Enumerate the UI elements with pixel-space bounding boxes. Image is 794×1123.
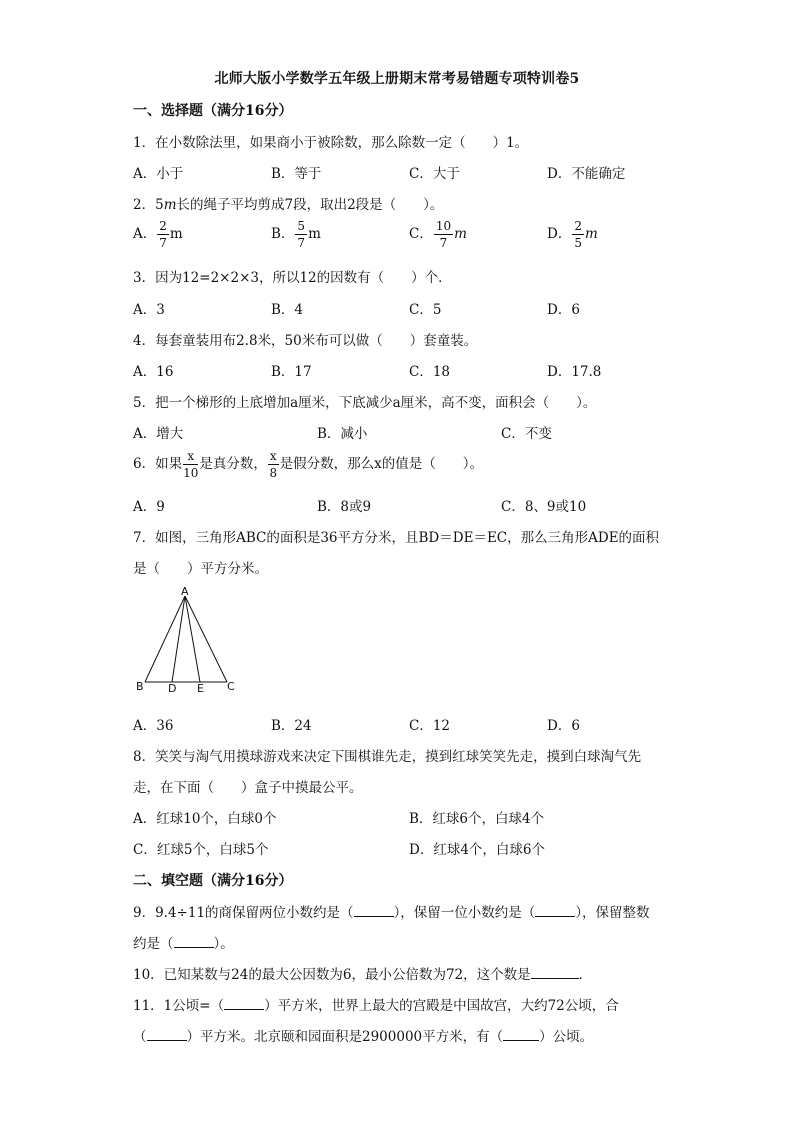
unit: m bbox=[454, 226, 467, 242]
question-7-options bbox=[133, 714, 693, 738]
option-a bbox=[133, 220, 183, 249]
option-b: B．减小 bbox=[317, 426, 368, 442]
q11-text-4: ）平方米。北京颐和园面积是2900000平方米，有（ bbox=[186, 1029, 504, 1045]
question-4-options bbox=[133, 360, 693, 384]
question-8-stem-line1: 8．笑笑与淘气用摸球游戏来决定下围棋谁先走，摸到红球笑笑先走，摸到白球淘气先 bbox=[133, 749, 642, 765]
q11-text-2: ）平方米，世界上最大的宫殿是中国故宫，大约72公顷，合 bbox=[264, 998, 619, 1014]
fraction-x-over-10 bbox=[183, 450, 198, 479]
fraction bbox=[295, 220, 307, 249]
option-b bbox=[271, 220, 321, 249]
question-11-line1 bbox=[133, 994, 619, 1014]
unit: m bbox=[169, 226, 183, 242]
option-d: D．6 bbox=[547, 718, 580, 734]
label-c: C bbox=[227, 680, 235, 693]
q11-text-5: ）公顷。 bbox=[539, 1029, 594, 1045]
question-3-stem: 3．因为12=2×2×3，所以12的因数有（ ）个． bbox=[133, 270, 452, 286]
page-title: 北师大版小学数学五年级上册期末常考易错题专项特训卷5 bbox=[214, 71, 580, 87]
option-label: B． bbox=[271, 226, 295, 242]
question-1-stem: 1．在小数除法里，如果商小于被除数，那么除数一定（ ）1。 bbox=[133, 135, 529, 151]
fraction-denominator: 7 bbox=[297, 236, 306, 250]
answer-blank[interactable] bbox=[503, 1040, 539, 1041]
fraction-numerator: 2 bbox=[159, 219, 167, 233]
option-c: C．不变 bbox=[501, 426, 552, 442]
option-a: A．3 bbox=[133, 302, 165, 318]
question-8-stem-line2: 走，在下面（ ）盒子中摸最公平。 bbox=[133, 780, 363, 796]
q2-rest: 长的绳子平均剪成7段，取出2段是（ ）。 bbox=[176, 197, 444, 213]
option-a: A．36 bbox=[133, 718, 174, 734]
q9-text-2: ），保留一位小数约是（ bbox=[393, 905, 536, 921]
question-1-options bbox=[133, 162, 693, 186]
q6-prefix: 6．如果 bbox=[133, 456, 183, 472]
option-b: B．24 bbox=[271, 718, 312, 734]
question-2-options bbox=[133, 218, 693, 254]
answer-blank[interactable] bbox=[535, 916, 575, 917]
question-5-options bbox=[133, 422, 693, 446]
section-heading-fill: 二、填空题（满分16分） bbox=[133, 873, 293, 889]
fraction-denominator: 7 bbox=[159, 236, 167, 250]
q9-text-4: 约是（ bbox=[133, 936, 174, 952]
option-d: D．不能确定 bbox=[547, 166, 626, 182]
question-6-options bbox=[133, 495, 693, 519]
fraction-numerator: x bbox=[183, 450, 198, 465]
option-c: C．5 bbox=[409, 302, 442, 318]
label-a: A bbox=[181, 585, 189, 598]
label-b: B bbox=[136, 680, 144, 693]
q9-text-3: ），保留整数 bbox=[575, 905, 650, 921]
q11-text-1: 11．1公顷=（ bbox=[133, 998, 225, 1014]
question-2-stem bbox=[133, 193, 443, 213]
option-c: C．红球5个，白球5个 bbox=[133, 842, 269, 858]
answer-blank[interactable] bbox=[147, 1040, 187, 1041]
q6-mid: 是真分数， bbox=[199, 456, 267, 472]
option-a: A．9 bbox=[133, 499, 165, 515]
question-7-stem-line2: 是（ ）平方分米。 bbox=[133, 561, 268, 577]
question-10 bbox=[133, 963, 592, 983]
fraction-denominator: 7 bbox=[439, 236, 448, 250]
q10-end: ． bbox=[578, 967, 593, 983]
edge-ae bbox=[185, 596, 200, 682]
q10-text: 10．已知某数与24的最大公因数为6，最小公倍数为72，这个数是 bbox=[133, 967, 531, 983]
fraction-x-over-8 bbox=[268, 450, 279, 479]
option-a: A．增大 bbox=[133, 426, 184, 442]
option-a: A．16 bbox=[133, 364, 174, 380]
section-heading-choice: 一、选择题（满分16分） bbox=[133, 103, 293, 119]
fraction-numerator: 2 bbox=[574, 219, 582, 233]
option-label: A． bbox=[133, 226, 157, 242]
fraction bbox=[572, 220, 584, 249]
fraction-numerator: 10 bbox=[435, 219, 452, 233]
q9-text-5: ）。 bbox=[213, 936, 234, 952]
q2-prefix: 2．5 bbox=[133, 197, 164, 213]
fraction-numerator: x bbox=[269, 449, 277, 463]
fraction-denominator: 5 bbox=[574, 236, 582, 250]
option-b: B．17 bbox=[271, 364, 312, 380]
label-e: E bbox=[197, 682, 204, 695]
question-6-stem bbox=[133, 450, 483, 479]
fraction bbox=[434, 220, 453, 249]
option-a: A．小于 bbox=[133, 166, 184, 182]
option-d: D．6 bbox=[547, 302, 580, 318]
question-5-stem: 5．把一个梯形的上底增加a厘米，下底减少a厘米，高不变，面积会（ ）。 bbox=[133, 395, 597, 411]
fraction-denominator: 10 bbox=[183, 466, 199, 480]
answer-blank[interactable] bbox=[531, 978, 579, 979]
unit: m bbox=[308, 226, 321, 242]
option-d: D．红球4个，白球6个 bbox=[409, 842, 546, 858]
answer-blank[interactable] bbox=[354, 916, 394, 917]
option-label: C． bbox=[409, 226, 433, 242]
option-c: C．8、9或10 bbox=[501, 499, 587, 515]
option-d bbox=[547, 220, 598, 249]
option-b: B．8或9 bbox=[317, 499, 372, 515]
label-d: D bbox=[168, 682, 177, 695]
option-b: B．4 bbox=[271, 302, 304, 318]
triangle-figure bbox=[133, 584, 253, 696]
option-c: C．18 bbox=[409, 364, 451, 380]
q9-text-1: 9．9.4÷11的商保留两位小数约是（ bbox=[133, 905, 354, 921]
answer-blank[interactable] bbox=[224, 1009, 264, 1010]
q11-text-3: （ bbox=[133, 1029, 147, 1045]
option-b: B．等于 bbox=[271, 166, 322, 182]
option-a: A．红球10个，白球0个 bbox=[133, 811, 277, 827]
fraction-numerator: 5 bbox=[297, 219, 306, 233]
question-8-options-row2 bbox=[133, 838, 693, 862]
unit: m bbox=[584, 226, 598, 242]
option-label: D． bbox=[547, 226, 572, 242]
fraction bbox=[157, 220, 169, 249]
question-7-stem-line1: 7．如图，三角形ABC的面积是36平方分米，且BD＝DE＝EC，那么三角形ADE的面积 bbox=[133, 530, 660, 546]
q6-rest: 是假分数，那么x的值是（ ）。 bbox=[279, 456, 484, 472]
question-9-line2 bbox=[133, 932, 234, 952]
question-11-line2 bbox=[133, 1025, 593, 1045]
question-3-options bbox=[133, 298, 693, 322]
answer-blank[interactable] bbox=[174, 947, 214, 948]
question-8-options-row1 bbox=[133, 807, 693, 831]
option-c bbox=[409, 220, 467, 249]
option-c: C．12 bbox=[409, 718, 451, 734]
fraction-denominator: 8 bbox=[269, 466, 278, 480]
edge-ac bbox=[185, 596, 227, 682]
option-d: D．17.8 bbox=[547, 364, 602, 380]
question-4-stem: 4．每套童装用布2.8米，50米布可以做（ ）套童装。 bbox=[133, 333, 478, 349]
q2-unit-m: m bbox=[163, 197, 177, 213]
option-b: B．红球6个，白球4个 bbox=[409, 811, 545, 827]
option-c: C．大于 bbox=[409, 166, 460, 182]
question-9-line1 bbox=[133, 901, 650, 921]
